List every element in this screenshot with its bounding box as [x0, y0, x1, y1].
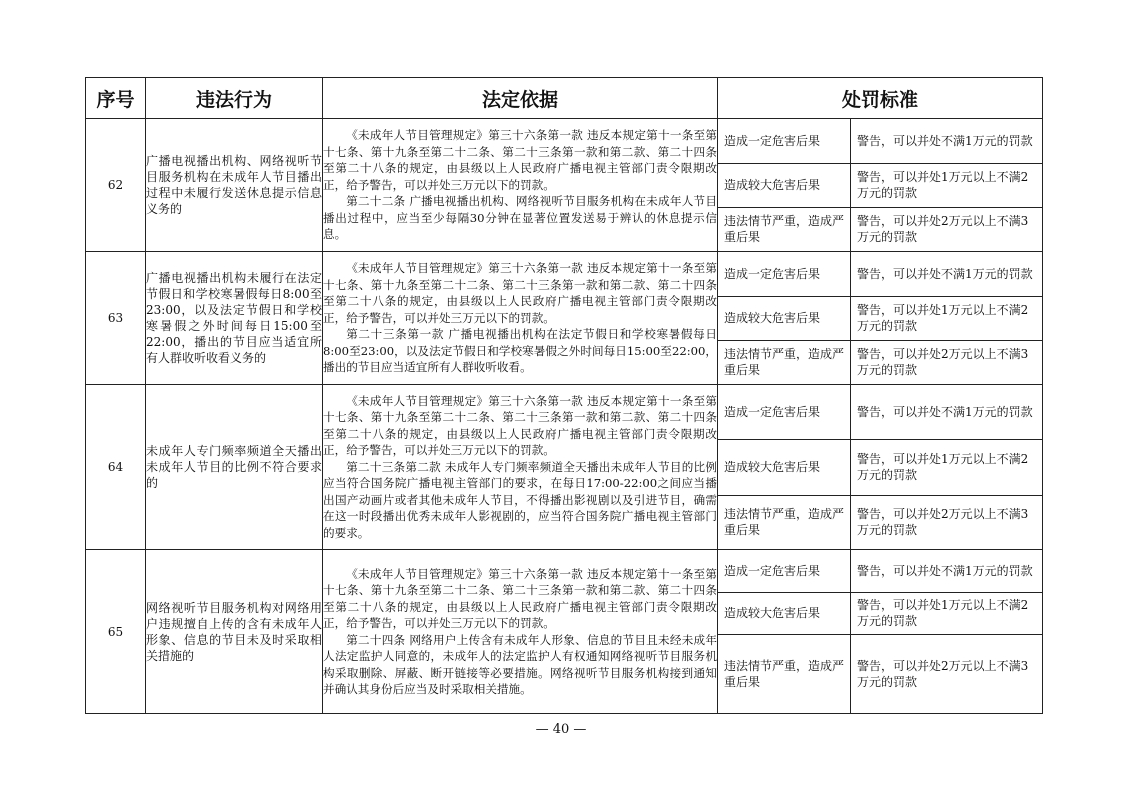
row-number: 65: [86, 550, 146, 714]
penalty-subtable: [718, 385, 1042, 549]
penalty-subtable: [718, 119, 1042, 251]
row-number: 62: [86, 119, 146, 252]
basis-paragraph: 第二十二条 广播电视播出机构、网络视听节目服务机构在未成年人节目播出过程中，应当至少每隔30分钟在显著位置发送易于辨认的休息提示信息。: [323, 194, 717, 242]
penalty-standards: [718, 119, 1043, 252]
penalty-standard: 警告，可以并处2万元以上不满3万元的罚款: [851, 495, 1043, 549]
violation-text: 广播电视播出机构、网络视听节目服务机构在未成年人节目播出过程中未履行发送休息提示信息义务的: [146, 119, 323, 252]
row-number: 64: [86, 385, 146, 550]
basis-paragraph: 《未成年人节目管理规定》第三十六条第一款 违反本规定第十一条至第十七条、第十九条至第二十二条、第二十三条第一款和第二款、第二十四条至第二十八条的规定，由县级以上人民政府广播电视主管部门责令限期改正，给予警告，可以并处三万元以下的罚款。: [323, 128, 717, 192]
header-basis: 法定依据: [323, 78, 718, 119]
legal-basis: [323, 385, 718, 550]
penalty-level: 造成较大危害后果: [718, 163, 851, 207]
basis-paragraph: 《未成年人节目管理规定》第三十六条第一款 违反本规定第十一条至第十七条、第十九条至第二十二条、第二十三条第一款和第二款、第二十四条至第二十八条的规定，由县级以上人民政府广播电视主管部门责令限期改正，给予警告，可以并处三万元以下的罚款。: [323, 566, 717, 630]
basis-paragraph: 《未成年人节目管理规定》第三十六条第一款 违反本规定第十一条至第十七条、第十九条至第二十二条、第二十三条第一款和第二款、第二十四条至第二十八条的规定，由县级以上人民政府广播电视主管部门责令限期改正，给予警告，可以并处三万元以下的罚款。: [323, 261, 717, 325]
violation-text: 网络视听节目服务机构对网络用户违规擅自上传的含有未成年人形象、信息的节目未及时采取相关措施的: [146, 550, 323, 714]
penalty-level: 造成较大危害后果: [718, 592, 851, 634]
basis-paragraph: 第二十三条第二款 未成年人专门频率频道全天播出未成年人节目的比例应当符合国务院广播电视主管部门的要求，在每日17:00-22:00之间应当播出国产动画片或者其他未成年人节目，不得播出影视剧以及引进节目，确需在这一时段播出优秀未成年人影视剧的，应当符合国务院广播电视主管部门的要求。: [323, 459, 717, 540]
table-row: [86, 550, 1043, 714]
basis-paragraph: 《未成年人节目管理规定》第三十六条第一款 违反本规定第十一条至第十七条、第十九条至第二十二条、第二十三条第一款和第二款、第二十四条至第二十八条的规定，由县级以上人民政府广播电视主管部门责令限期改正，给予警告，可以并处三万元以下的罚款。: [323, 393, 717, 458]
penalty-standard: 警告，可以并处2万元以上不满3万元的罚款: [851, 340, 1043, 384]
penalty-standards: [718, 252, 1043, 385]
penalty-standard: 警告，可以并处2万元以上不满3万元的罚款: [851, 634, 1043, 713]
penalty-table: [85, 77, 1043, 714]
table-header-row: [86, 78, 1043, 119]
row-number: 63: [86, 252, 146, 385]
penalty-standard: 警告，可以并处不满1万元的罚款: [857, 563, 1033, 578]
penalty-subtable: [718, 252, 1042, 384]
penalty-standard: 警告，可以并处1万元以上不满2万元的罚款: [851, 163, 1043, 207]
table-row: [86, 252, 1043, 385]
penalty-level: 违法情节严重，造成严重后果: [718, 634, 851, 713]
penalty-standard: 警告，可以并处不满1万元的罚款: [857, 404, 1033, 419]
penalty-level: 造成较大危害后果: [718, 439, 851, 495]
basis-paragraph: 第二十三条第一款 广播电视播出机构在法定节假日和学校寒暑假每日8:00至23:00，以及法定节假日和学校寒暑假之外时间每日15:00至22:00，播出的节目应当适宜所有人群收听收看。: [323, 327, 717, 375]
page-number: — 40 —: [535, 722, 587, 737]
penalty-level: 造成较大危害后果: [718, 296, 851, 340]
penalty-subtable: [718, 550, 1042, 713]
penalty-level: 造成一定危害后果: [718, 550, 851, 592]
penalty-standards: [718, 550, 1043, 714]
penalty-level: 违法情节严重，造成严重后果: [718, 495, 851, 549]
header-penalty: 处罚标准: [718, 78, 1043, 119]
penalty-standard: 警告，可以并处1万元以上不满2万元的罚款: [851, 296, 1043, 340]
penalty-level: 造成一定危害后果: [718, 119, 851, 163]
penalty-standards: [718, 385, 1043, 550]
legal-basis: [323, 119, 718, 252]
penalty-level: 违法情节严重，造成严重后果: [718, 207, 851, 251]
penalty-level: 造成一定危害后果: [718, 252, 851, 296]
penalty-level: 违法情节严重，造成严重后果: [718, 340, 851, 384]
penalty-standard: 警告，可以并处不满1万元的罚款: [857, 266, 1033, 281]
basis-paragraph: 第二十四条 网络用户上传含有未成年人形象、信息的节目且未经未成年人法定监护人同意的，未成年人的法定监护人有权通知网络视听节目服务机构采取删除、屏蔽、断开链接等必要措施。网络视听节目服务机构接到通知并确认其身份后应当及时采取相关措施。: [323, 632, 717, 696]
penalty-level: 造成一定危害后果: [718, 385, 851, 439]
table-row: [86, 385, 1043, 550]
table-row: [86, 119, 1043, 252]
penalty-standard: 警告，可以并处2万元以上不满3万元的罚款: [851, 207, 1043, 251]
penalty-standard: 警告，可以并处1万元以上不满2万元的罚款: [851, 592, 1043, 634]
legal-basis: [323, 550, 718, 714]
header-seq: 序号: [86, 78, 146, 119]
legal-basis: [323, 252, 718, 385]
header-violation: 违法行为: [146, 78, 323, 119]
penalty-standard: 警告，可以并处不满1万元的罚款: [857, 133, 1033, 148]
violation-text: 未成年人专门频率频道全天播出未成年人节目的比例不符合要求的: [146, 385, 323, 550]
penalty-standard: 警告，可以并处1万元以上不满2万元的罚款: [851, 439, 1043, 495]
violation-text: 广播电视播出机构未履行在法定节假日和学校寒暑假每日8:00至23:00，以及法定节假日和学校寒暑假之外时间每日15:00至22:00，播出的节目应当适宜所有人群收听收看义务的: [146, 252, 323, 385]
